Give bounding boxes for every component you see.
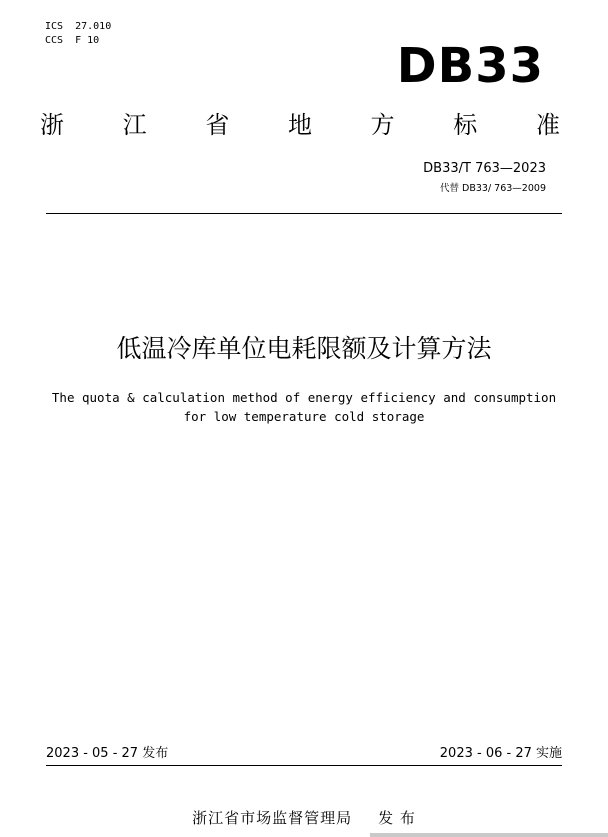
org-heading [40, 108, 560, 142]
title-english-line2: for low temperature cold storage [183, 409, 425, 424]
page-edge-strip [370, 833, 608, 837]
org-char: 标 [453, 111, 478, 139]
top-divider [46, 213, 562, 214]
title-english [0, 388, 608, 426]
org-char: 地 [287, 111, 312, 139]
org-char: 方 [370, 111, 395, 139]
db33-logo: DB33 [396, 38, 544, 94]
org-char: 准 [535, 111, 560, 139]
org-char: 省 [205, 111, 230, 139]
issuer-action: 发 布 [378, 809, 416, 827]
org-char: 江 [122, 111, 147, 139]
ccs-code: CCS F 10 [45, 35, 100, 46]
title-english-line1: The quota & calculation method of energy efficiency and consumption [51, 390, 557, 405]
bottom-divider [46, 765, 562, 766]
org-char: 浙 [40, 111, 64, 139]
release-date: 2023 - 05 - 27 发布 [46, 746, 169, 761]
classification-codes [45, 20, 111, 48]
issuer-line [0, 807, 608, 829]
replaces-note: 代替 DB33/ 763—2009 [440, 183, 546, 194]
title-chinese: 低温冷库单位电耗限额及计算方法 [116, 334, 492, 363]
ics-code: ICS 27.010 [45, 21, 112, 32]
standard-number: DB33/T 763—2023 [423, 161, 546, 176]
implement-date: 2023 - 06 - 27 实施 [439, 746, 562, 761]
issuer-name: 浙江省市场监督管理局 [192, 809, 353, 827]
